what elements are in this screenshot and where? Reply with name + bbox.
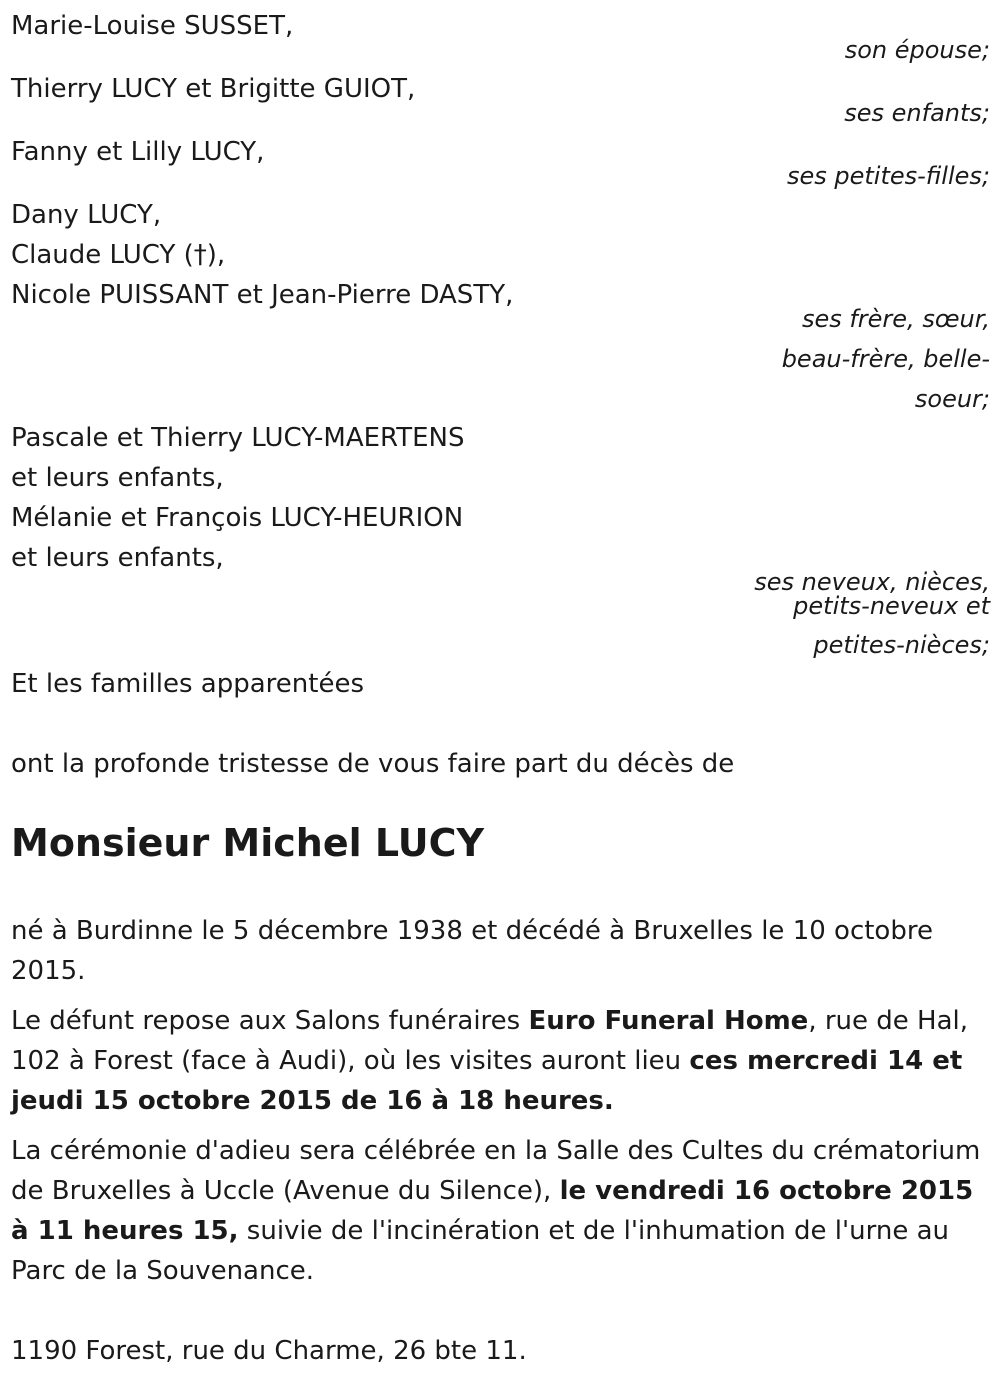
children-names: Thierry LUCY et Brigitte GUIOT, xyxy=(11,74,416,104)
nephews-relation: ses neveux, nièces, xyxy=(754,568,990,596)
announcement-text: ont la profonde tristesse de vous faire part du décès de xyxy=(11,749,735,779)
siblings-relation: beau-frère, belle- xyxy=(781,345,990,373)
sibling-name: Nicole PUISSANT et Jean-Pierre DASTY, xyxy=(11,280,514,310)
spouse-name: Marie-Louise SUSSET, xyxy=(11,11,294,41)
repose-text: , rue de Hal, 102 à Forest (face à Audi), où les visites auront lieu xyxy=(11,1006,969,1076)
grandchildren-names: Fanny et Lilly LUCY, xyxy=(11,137,265,167)
deceased-name: Monsieur Michel LUCY xyxy=(11,821,484,865)
ceremony-paragraph xyxy=(11,1131,996,1291)
grandchildren-relation: ses petites-filles; xyxy=(786,162,990,190)
relatives-line: Et les familles apparentées xyxy=(11,669,365,699)
ceremony-text: suivie de l'incinération et de l'inhumation de l'urne au Parc de la Souvenance. xyxy=(11,1216,950,1286)
sibling-name: Claude LUCY (†), xyxy=(11,240,226,270)
visit-dates: ces mercredi 14 et jeudi 15 octobre 2015 de 16 à 18 heures. xyxy=(11,1046,963,1116)
ceremony-date: le vendredi 16 octobre 2015 à 11 heures 15, xyxy=(11,1176,974,1246)
siblings-relation: soeur; xyxy=(914,385,990,413)
spouse-relation: son épouse; xyxy=(844,36,990,64)
repose-paragraph xyxy=(11,1001,996,1121)
nephew-family: Mélanie et François LUCY-HEURION xyxy=(11,503,464,533)
repose-text: Le défunt repose aux Salons funéraires xyxy=(11,1006,529,1036)
nephews-relation: petites-nièces; xyxy=(813,631,990,659)
funeral-home-name: Euro Funeral Home xyxy=(528,1006,809,1036)
nephew-family-children: et leurs enfants, xyxy=(11,543,224,573)
children-relation: ses enfants; xyxy=(844,99,990,127)
birth-death-paragraph: né à Burdinne le 5 décembre 1938 et décédé à Bruxelles le 10 octobre 2015. xyxy=(11,916,933,986)
nephew-family: Pascale et Thierry LUCY-MAERTENS xyxy=(11,423,465,453)
address-line: 1190 Forest, rue du Charme, 26 bte 11. xyxy=(11,1336,527,1366)
nephews-relation: petits-neveux et xyxy=(793,592,990,620)
sibling-name: Dany LUCY, xyxy=(11,200,162,230)
siblings-relation: ses frère, sœur, xyxy=(801,305,990,333)
ceremony-text: La cérémonie d'adieu sera célébrée en la Salle des Cultes du crématorium de Bruxelles à Uccle (Avenue du Silence), xyxy=(11,1136,981,1206)
nephew-family-children: et leurs enfants, xyxy=(11,463,224,493)
